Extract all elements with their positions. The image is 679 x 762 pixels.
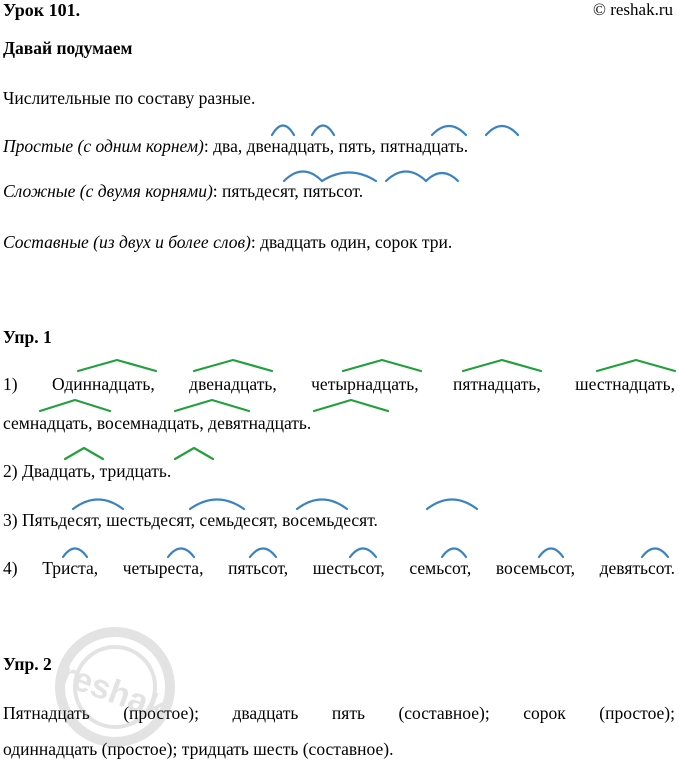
root-arc-devyatsot: [642, 549, 668, 558]
root-arc-trista: [63, 549, 87, 558]
root-arc-chetyresta: [168, 549, 194, 558]
exercise-1-line-1a: 1) Одиннадцать, двенадцать, четырнадцать, пятнадцать, шестнадцать,: [3, 374, 675, 394]
svg-text:reshak: reshak: [55, 655, 172, 729]
simple-words: : два, двенадцать, пять, пятнадцать.: [203, 136, 469, 156]
watermark-logo: [0, 625, 230, 760]
root-arc-semsot: [442, 549, 466, 558]
root-arc-pyatdesyat: [73, 500, 123, 510]
root-arc-pyatsot: [250, 549, 276, 558]
root-arc-pyatnadtsat: [486, 126, 518, 135]
root-arc-shestsot: [350, 549, 376, 558]
suffix-mark-odinnadtsat: [78, 360, 156, 371]
section-heading-think: Давай подумаем: [3, 38, 133, 58]
root-arc-semdesyat: [297, 500, 347, 510]
root-arc-pyat: [432, 126, 466, 135]
root-arc-pyatsot-2: [426, 173, 458, 181]
root-arc-vosemdesyat: [427, 500, 477, 510]
exercise-1-line-3: 3) Пятьдесят, шестьдесят, семьдесят, восемьдесят.: [3, 510, 378, 530]
root-arc-pyatsot-1: [386, 172, 426, 182]
complex-label: Сложные (с двумя корнями): [3, 181, 213, 201]
suffix-mark-shestnadtsat: [597, 360, 675, 371]
simple-label: Простые (с одним корнем): [3, 136, 204, 156]
complex-words: : пятьдесят, пятьсот.: [212, 181, 364, 201]
compound-words: : двадцать один, сорок три.: [250, 232, 453, 252]
suffix-mark-chetyrnadtsat: [343, 360, 421, 371]
suffix-mark-vosemnadtsat: [175, 400, 249, 411]
suffix-mark-dvenadtsat: [194, 360, 272, 371]
exercise-1-line-1b: семнадцать, восемнадцать, девятнадцать.: [3, 413, 312, 433]
compound-label: Составные (из двух и более слов): [3, 232, 251, 252]
suffix-mark-devyatnadtsat: [314, 400, 388, 411]
suffix-mark-semnadtsat: [40, 400, 110, 411]
suffix-mark-tridtsat: [175, 448, 213, 459]
exercise-2-line-1: Пятнадцать (простое); двадцать пять (составное); сорок (простое);: [3, 703, 675, 723]
suffix-mark-dvadtsat: [65, 448, 103, 459]
exercise-1-heading: Упр. 1: [3, 327, 52, 347]
intro-text: Числительные по составу разные.: [3, 88, 256, 108]
exercise-1-line-4: 4) Триста, четыреста, пятьсот, шестьсот, семьсот, восемьсот, девятьсот.: [3, 558, 675, 578]
suffix-mark-pyatnadtsat: [463, 360, 541, 371]
exercise-2-line-2: одиннадцать (простое); тридцать шесть (составное).: [3, 739, 394, 759]
copyright-label: © reshak.ru: [593, 0, 673, 19]
root-arc-dva: [272, 126, 294, 136]
root-arc-dvenadtsat: [312, 126, 334, 136]
lesson-title: Урок 101.: [3, 0, 81, 20]
exercise-1-line-2: 2) Двадцать, тридцать.: [3, 461, 172, 481]
complex-numerals-line: [3, 180, 363, 202]
root-arc-shestdesyat: [190, 500, 244, 510]
compound-numerals-line: [3, 231, 452, 253]
simple-numerals-line: [3, 135, 468, 157]
exercise-2-heading: Упр. 2: [3, 654, 52, 674]
root-arc-vosemsot: [539, 549, 563, 558]
